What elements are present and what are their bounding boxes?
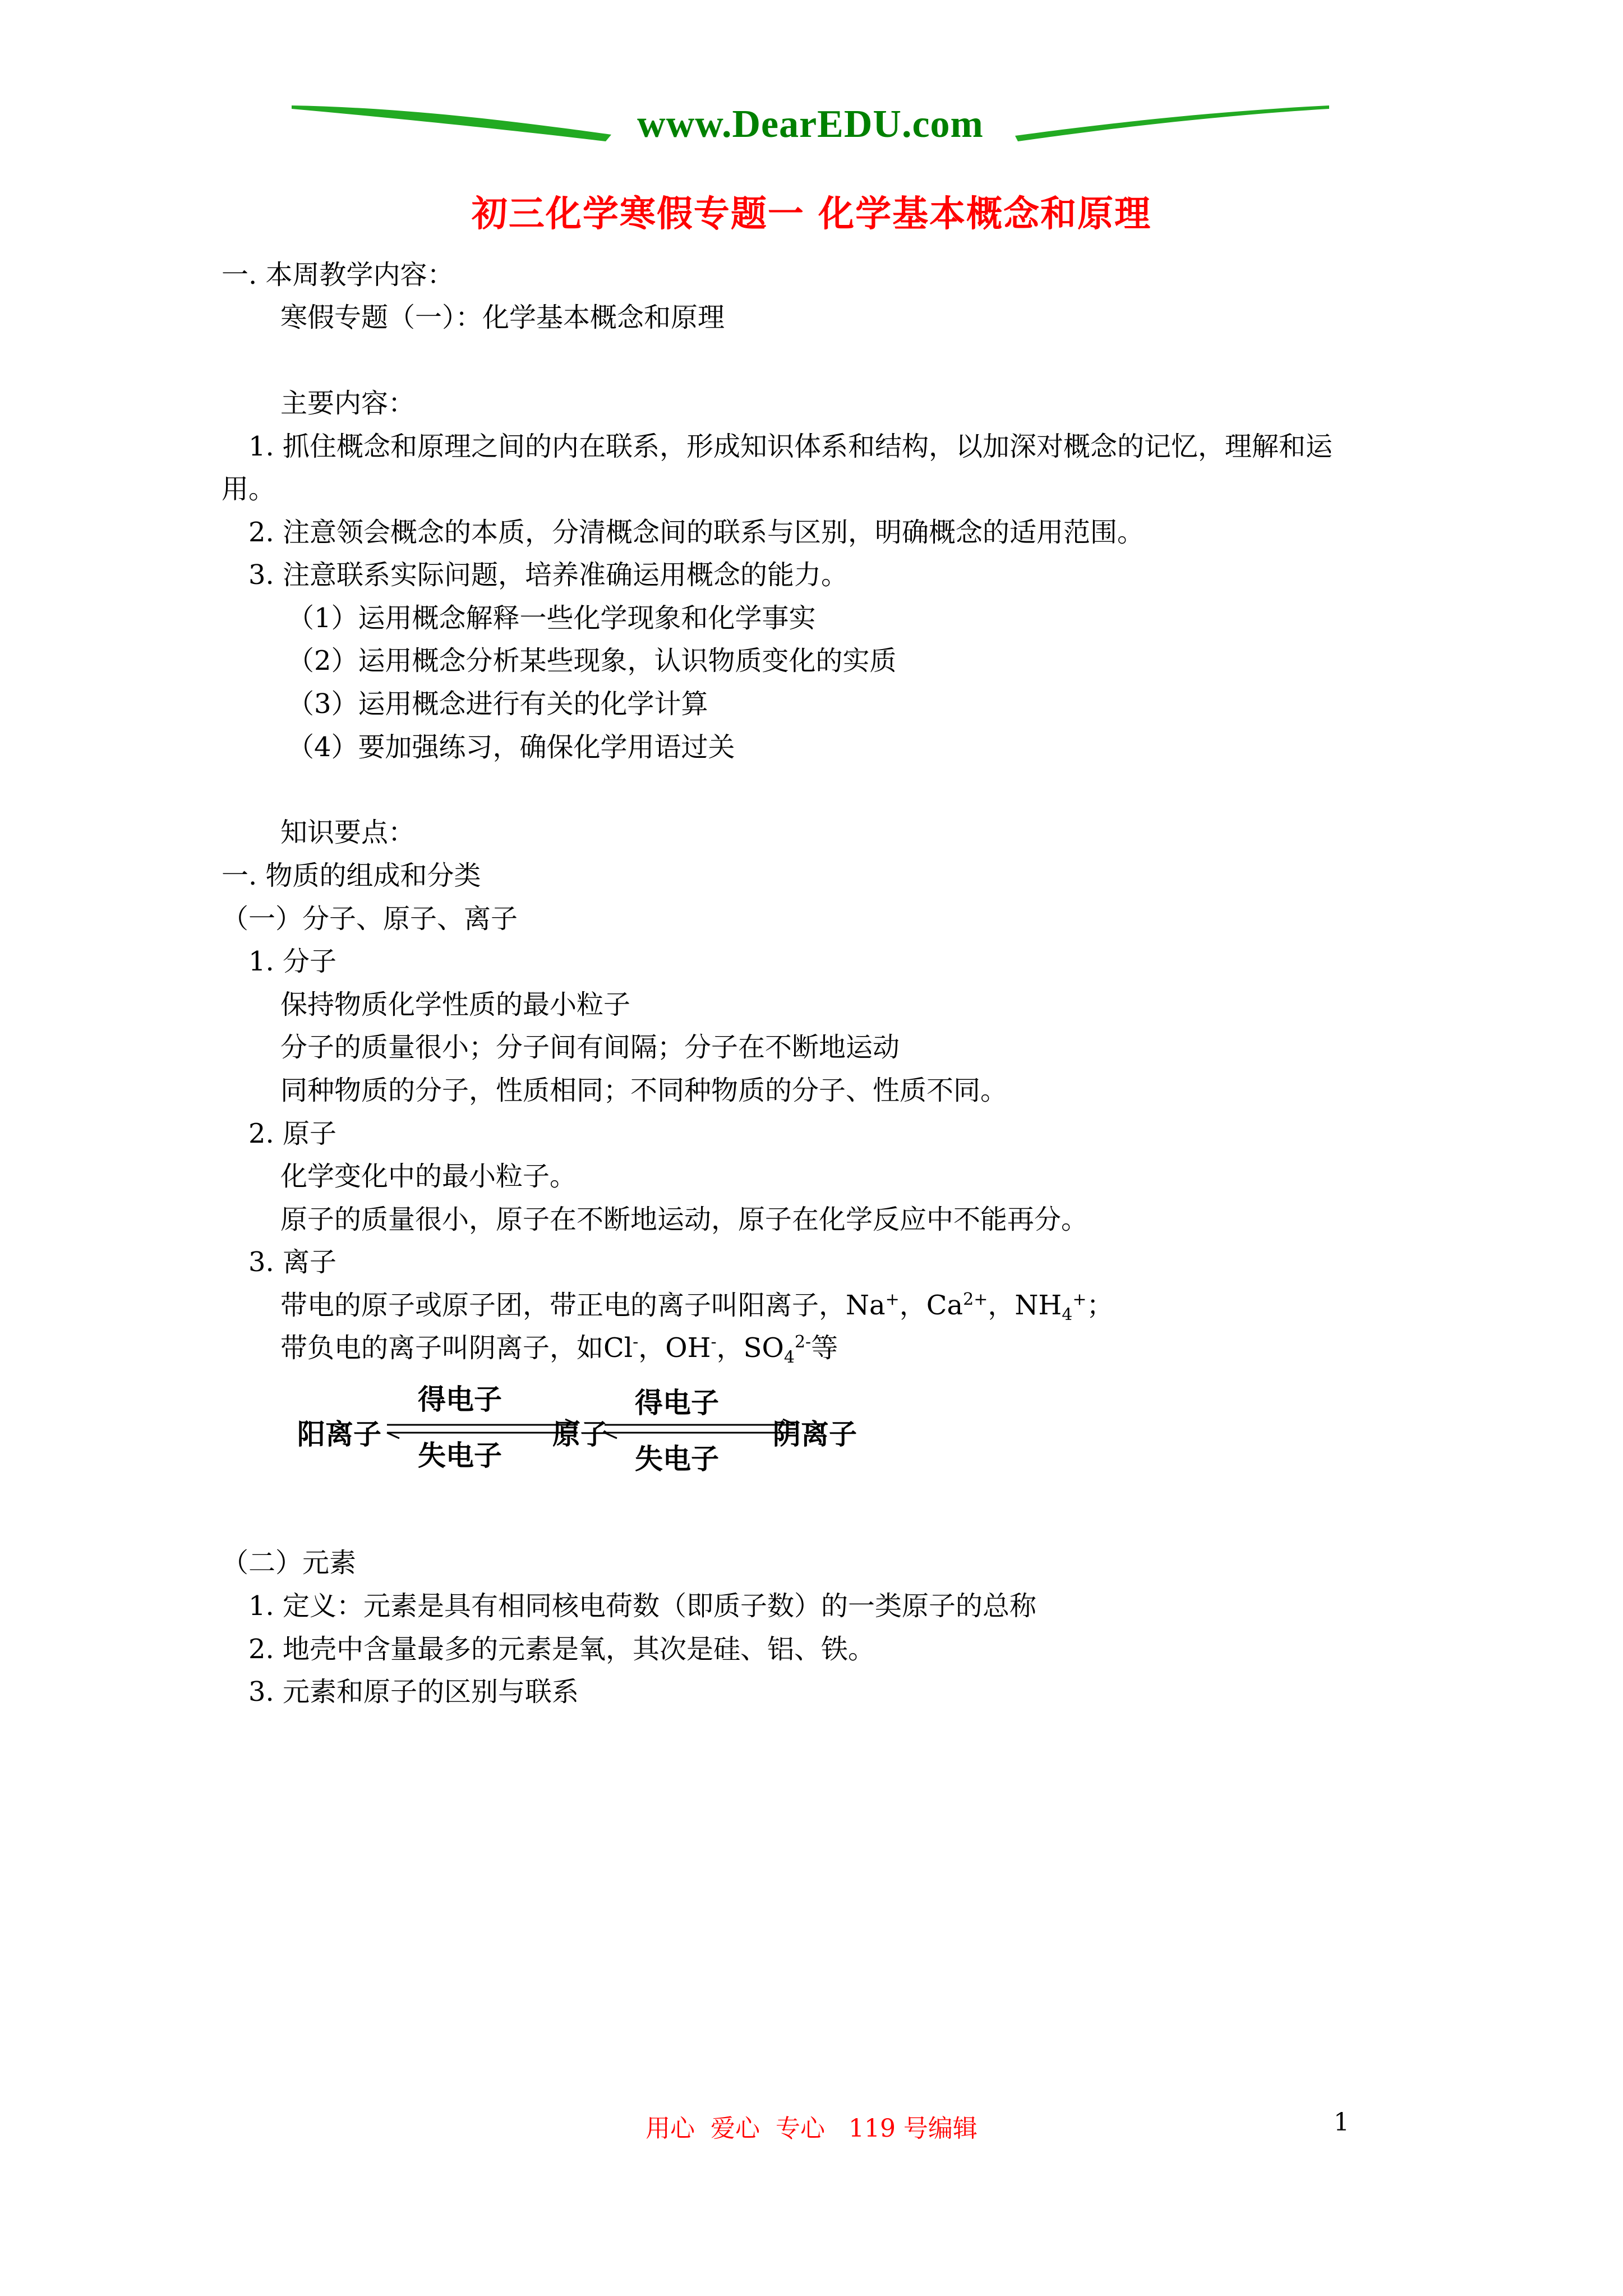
list-item: 1. 分子 [248,946,337,977]
section-heading: 一. 本周教学内容： [222,259,454,291]
list-item: （4）要加强练习，确保化学用语过关 [287,731,735,763]
page-number: 1 [1334,2108,1349,2137]
subheading: 主要内容： [280,388,416,419]
text-line: 同种物质的分子，性质相同；不同种物质的分子、性质不同。 [280,1075,1008,1106]
anion-node: 阴离子 [773,1418,857,1451]
text-line: 化学变化中的最小粒子。 [280,1161,577,1192]
list-item: 3. 离子 [248,1246,337,1278]
text-line: 分子的质量很小；分子间有间隔；分子在不断地运动 [280,1032,900,1063]
text-line: 原子的质量很小，原子在不断地运动，原子在化学反应中不能再分。 [280,1204,1089,1235]
subheading: 知识要点： [280,817,416,848]
cation-line: 带电的原子或原子团，带正电的离子叫阳离子，Na+，$Ca^{2+}$，$NH_4^+$； [280,1290,1114,1325]
list-item: （1）运用概念解释一些化学现象和化学事实 [287,602,816,634]
cation-node: 阳离子 [297,1418,381,1451]
gain-electron-label: 得电子 [635,1387,719,1419]
list-item: （3）运用概念进行有关的化学计算 [287,688,708,720]
list-item: （2）运用概念分析某些现象，认识物质变化的实质 [287,645,897,677]
lose-electron-label: 失电子 [418,1439,502,1472]
subsection-heading: （二）元素 [222,1547,357,1579]
text-line: 用。 [222,473,276,505]
text-line: 寒假专题（一）：化学基本概念和原理 [280,302,725,333]
footer-credit: 用心 爱心 专心 119 号编辑 [645,2114,978,2143]
list-item: 1. 定义：元素是具有相同核电荷数（即质子数）的一类原子的总称 [248,1590,1037,1622]
list-item: 3. 注意联系实际问题，培养准确运用概念的能力。 [248,559,849,591]
site-header-band [292,90,1329,157]
gain-electron-label: 得电子 [418,1383,502,1416]
list-item: 2. 注意领会概念的本质，分清概念间的联系与区别，明确概念的适用范围。 [248,517,1145,548]
equilibrium-arrow-icon [599,1418,801,1441]
ion-conversion-diagram [292,1383,909,1487]
text-line: 保持物质化学性质的最小粒子 [280,989,631,1020]
anion-line: 带负电的离子叫阴离子，如Cl-，OH-，$SO_4^{2-}$等 [280,1332,838,1368]
section-heading: 一. 物质的组成和分类 [222,860,481,891]
list-item: 2. 地壳中含量最多的元素是氧，其次是硅、铝、铁。 [248,1634,875,1665]
site-logo: www.DearEDU.com [637,103,984,146]
lose-electron-label: 失电子 [635,1443,719,1475]
list-item: 2. 原子 [248,1118,337,1149]
atom-node: 原子 [552,1418,608,1451]
subsection-heading: （一）分子、原子、离子 [222,903,518,935]
list-item: 1. 抓住概念和原理之间的内在联系，形成知识体系和结构，以加深对概念的记忆，理解和运 [248,431,1333,462]
list-item: 3. 元素和原子的区别与联系 [248,1676,579,1708]
document-title: 初三化学寒假专题一 化学基本概念和原理 [471,193,1152,235]
